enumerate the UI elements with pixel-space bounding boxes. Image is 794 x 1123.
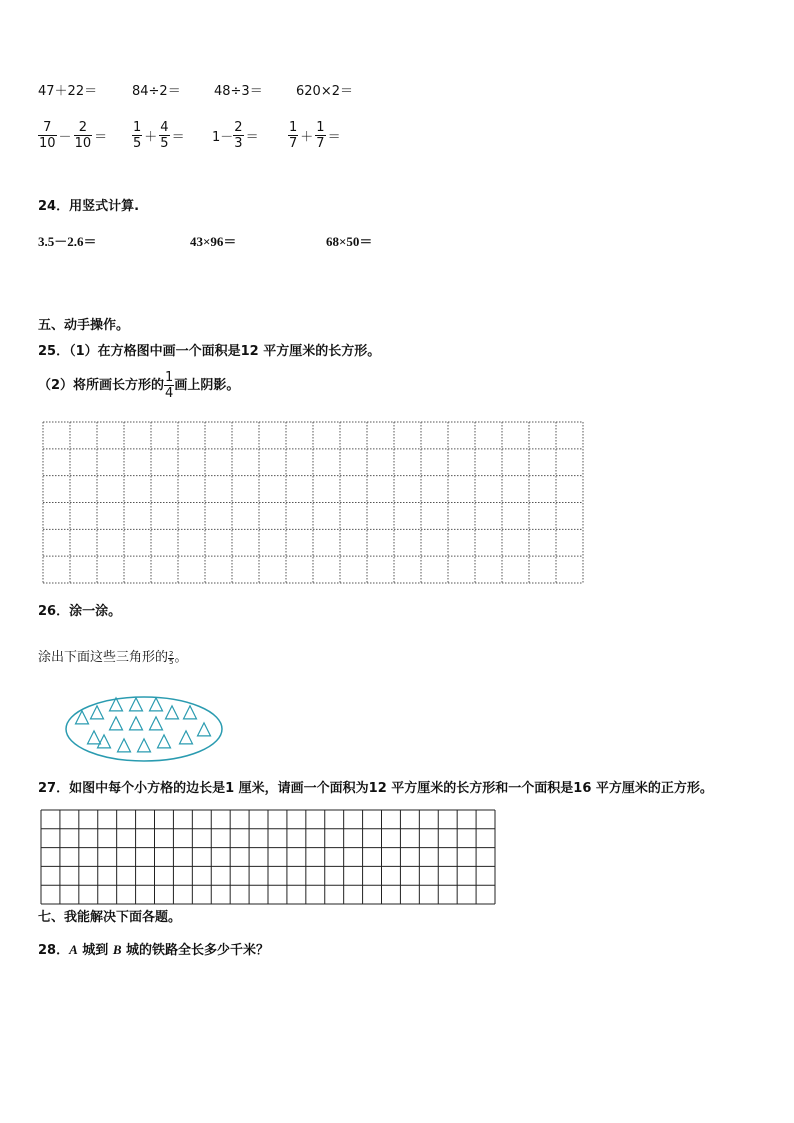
fraction-calc-1: $\frac{7}{10}$ － $\frac{2}{10}$ ＝ <box>39 120 108 151</box>
triangle[interactable] <box>150 698 163 711</box>
triangle[interactable] <box>91 706 104 719</box>
triangle[interactable] <box>118 739 131 752</box>
triangle[interactable] <box>158 735 171 748</box>
triangle[interactable] <box>130 698 143 711</box>
fraction: $\frac{2}{3}$ <box>234 120 243 151</box>
triangle[interactable] <box>110 717 123 730</box>
vertical-calc-1: 3.5－2.6＝ <box>38 234 97 249</box>
oral-calc-2: 84÷2＝ <box>132 84 181 99</box>
fraction: $\frac{2}{10}$ <box>74 120 92 151</box>
fraction-two-fifths: $\frac{2}{5}$ <box>169 649 174 666</box>
triangle[interactable] <box>180 731 193 744</box>
question-26-title: 26．涂一涂。 <box>38 604 122 619</box>
fraction: $\frac{4}{5}$ <box>160 120 169 151</box>
fraction: $\frac{1}{7}$ <box>289 120 298 151</box>
oral-calc-3: 48÷3＝ <box>214 84 263 99</box>
triangle[interactable] <box>88 731 101 744</box>
fraction-one-quarter: $\frac{1}{4}$ <box>165 370 174 401</box>
vertical-calc-3: 68×50＝ <box>326 234 373 249</box>
question-25-line1: 25．（1）在方格图中画一个面积是12 平方厘米的长方形。 <box>38 344 381 359</box>
vertical-calc-2: 43×96＝ <box>190 234 237 249</box>
triangle[interactable] <box>138 739 151 752</box>
triangle[interactable] <box>166 706 179 719</box>
triangle[interactable] <box>184 706 197 719</box>
city-b-label: B <box>112 942 122 957</box>
question-26-instruction: 涂出下面这些三角形的 $\frac{2}{5}$ 。 <box>38 649 188 666</box>
oral-calc-4: 620×2＝ <box>296 84 353 99</box>
fraction: $\frac{7}{10}$ <box>39 120 56 151</box>
question-27-text: 27．如图中每个小方格的边长是1 厘米，请画一个面积为12 平方厘米的长方形和一个面积是16 平方厘米的正方形。 <box>38 781 713 796</box>
question-24-title: 24．用竖式计算. <box>38 199 140 214</box>
city-a-label: A <box>69 942 78 957</box>
oral-calc-1: 47＋22＝ <box>38 84 98 99</box>
triangle[interactable] <box>130 717 143 730</box>
fraction-calc-4: $\frac{1}{7}$ ＋ $\frac{1}{7}$ ＝ <box>289 120 341 151</box>
question-28-text: 28．A 城到 B 城的铁路全长多少千米？ <box>38 942 270 958</box>
triangle[interactable] <box>198 723 211 736</box>
triangle[interactable] <box>150 717 163 730</box>
triangle-ellipse-figure <box>64 694 224 764</box>
fraction: $\frac{1}{7}$ <box>316 120 325 151</box>
question-25-line2: （2）将所画长方形的 $\frac{1}{4}$ 画上阴影。 <box>38 370 240 401</box>
section-7-title: 七、我能解决下面各题。 <box>38 910 182 925</box>
fraction: $\frac{1}{5}$ <box>133 120 142 151</box>
solid-grid-q27 <box>40 809 496 905</box>
fraction-calc-3: 1－ $\frac{2}{3}$ ＝ <box>212 120 259 151</box>
fraction-calc-2: $\frac{1}{5}$ ＋ $\frac{4}{5}$ ＝ <box>133 120 185 151</box>
section-5-title: 五、动手操作。 <box>38 318 130 333</box>
dotted-grid-q25 <box>42 421 584 584</box>
